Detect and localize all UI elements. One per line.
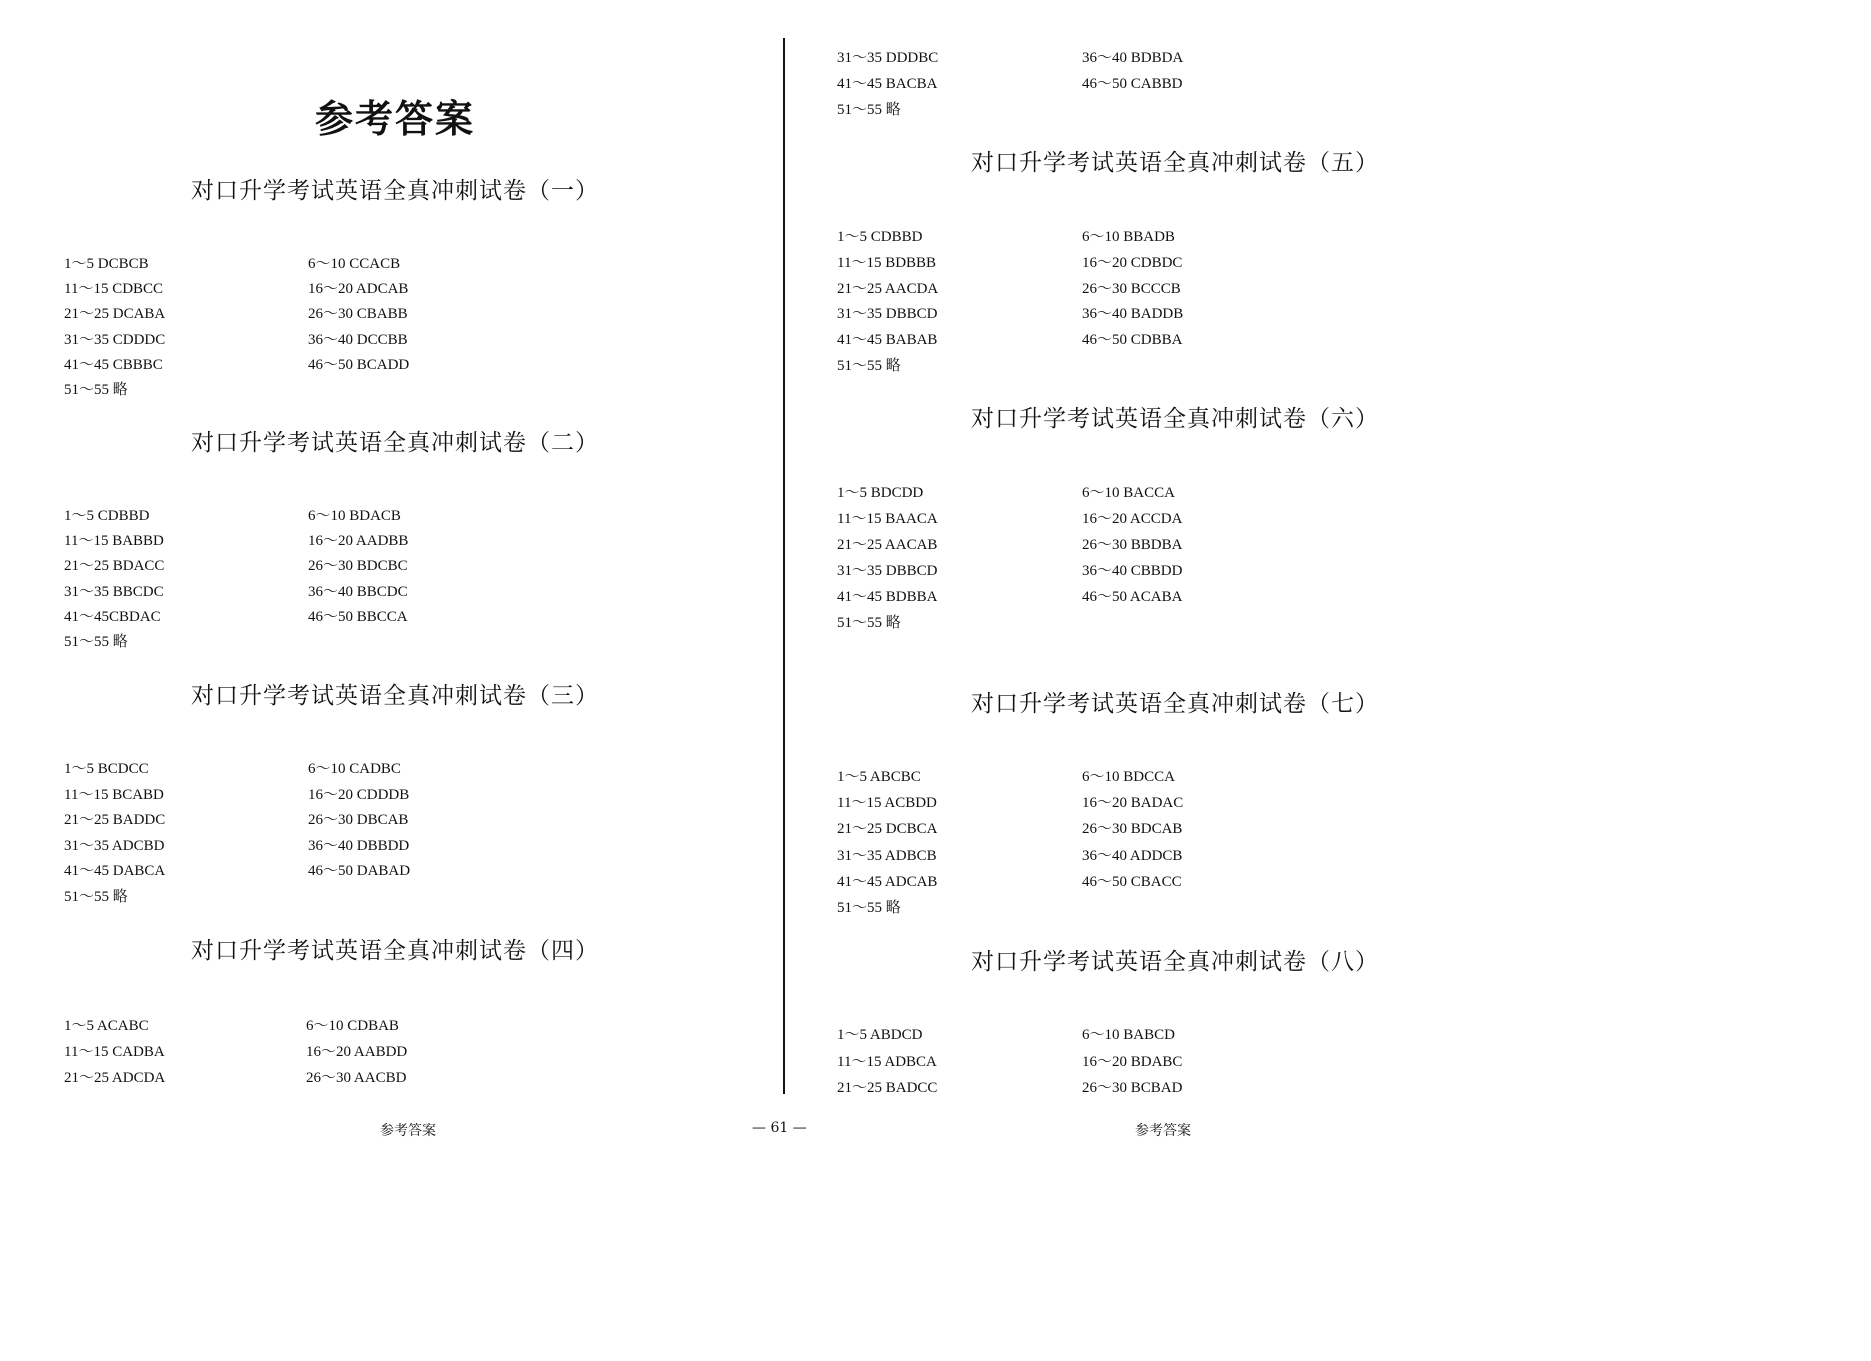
answer-entry: 21～25 BADDC — [64, 812, 166, 829]
answer-entry: 1～5 DCBCB — [64, 256, 149, 272]
answer-entry: 51～55 略 — [64, 382, 128, 398]
answer-entry: 46～50 BCADD — [308, 356, 410, 373]
answer-entry: 36～40 DCCBB — [308, 331, 408, 348]
answer-entry: 1～5 ABDCD — [837, 1027, 923, 1043]
answer-entry: 1～5 CDBBD — [837, 229, 923, 245]
answer-entry: 31～35 ADBCB — [837, 847, 937, 864]
answer-entry: 26～30 DBCAB — [308, 812, 409, 829]
answer-entry: 31～35 DBBCD — [837, 563, 938, 579]
section-title: 对口升学考试英语全真冲刺试卷（三） — [191, 683, 599, 709]
answer-entry: 11～15 ADBCA — [837, 1053, 937, 1070]
answer-entry: 51～55 略 — [837, 615, 901, 631]
answer-entry: 11～15 CADBA — [64, 1044, 165, 1060]
answer-entry: 26～30 BBDBA — [1082, 537, 1183, 553]
footer-right-label: 参考答案 — [1135, 1123, 1191, 1139]
answer-entry: 21～25 AACDA — [837, 280, 939, 297]
answer-entry: 26～30 BDCBC — [308, 558, 408, 575]
answer-entry: 46～50 CBACC — [1082, 873, 1182, 890]
answer-entry: 31～35 BBCDC — [64, 583, 164, 600]
answer-entry: 41～45 BABAB — [837, 332, 938, 349]
answer-entry: 16～20 ADCAB — [308, 281, 409, 298]
section-title: 对口升学考试英语全真冲刺试卷（四） — [191, 938, 599, 964]
answer-entry: 11～15 BABBD — [64, 533, 164, 550]
answer-entry: 21～25 DCABA — [64, 306, 166, 323]
answer-entry: 1～5 BCDCC — [64, 761, 149, 777]
answer-entry: 31～35 DDDBC — [837, 50, 939, 66]
answer-entry: 46～50 DABAD — [308, 863, 411, 880]
section-title: 对口升学考试英语全真冲刺试卷（二） — [191, 430, 599, 456]
page-number: — 61 — — [752, 1120, 807, 1136]
page-title: 参考答案 — [314, 97, 475, 141]
answer-entry: 6～10 CDBAB — [306, 1018, 399, 1034]
answer-entry: 16～20 CDBDC — [1082, 254, 1183, 271]
answer-entry: 11～15 BCABD — [64, 786, 164, 803]
section-title: 对口升学考试英语全真冲刺试卷（八） — [971, 949, 1379, 975]
answer-entry: 1～5 ACABC — [64, 1018, 149, 1034]
answer-entry: 6～10 CCACB — [308, 256, 401, 272]
answer-entry: 26～30 AACBD — [306, 1070, 407, 1086]
answer-entry: 51～55 略 — [837, 102, 901, 118]
answer-entry: 31～35 ADCBD — [64, 837, 165, 854]
answer-entry: 51～55 略 — [64, 889, 128, 905]
answer-entry: 1～5 ABCBC — [837, 769, 921, 785]
section-title: 对口升学考试英语全真冲刺试卷（一） — [191, 178, 599, 204]
answer-entry: 46～50 BBCCA — [308, 608, 408, 625]
answer-entry: 51～55 略 — [64, 634, 128, 650]
section-title: 对口升学考试英语全真冲刺试卷（六） — [971, 406, 1379, 432]
answer-entry: 31～35 CDDDC — [64, 331, 166, 348]
answer-entry: 16～20 BADAC — [1082, 795, 1184, 812]
section-title: 对口升学考试英语全真冲刺试卷（五） — [971, 150, 1379, 176]
answer-entry: 11～15 ACBDD — [837, 795, 937, 812]
answer-entry: 26～30 BDCAB — [1082, 821, 1183, 838]
answer-entry: 21～25 ADCDA — [64, 1070, 166, 1086]
answer-entry: 6～10 BACCA — [1082, 485, 1175, 501]
answer-entry: 1～5 CDBBD — [64, 508, 150, 524]
answer-entry: 41～45 BDBBA — [837, 589, 938, 605]
answer-entry: 41～45 BACBA — [837, 76, 938, 92]
answer-entry: 6～10 BDACB — [308, 508, 401, 524]
answer-entry: 36～40 BADDB — [1082, 306, 1184, 323]
answer-entry: 16～20 ACCDA — [1082, 511, 1183, 527]
answer-entry: 36～40 BBCDC — [308, 583, 408, 600]
answer-entry: 46～50 CDBBA — [1082, 332, 1183, 349]
answer-entry: 16～20 AADBB — [308, 533, 409, 550]
answer-entry: 6～10 CADBC — [308, 761, 401, 777]
left-page — [0, 0, 760, 1140]
answer-entry: 36～40 CBBDD — [1082, 563, 1183, 579]
answer-entry: 26～30 BCBAD — [1082, 1080, 1183, 1096]
answer-entry: 36～40 BDBDA — [1082, 50, 1184, 66]
answer-entry: 11～15 CDBCC — [64, 281, 164, 298]
answer-entry: 26～30 CBABB — [308, 306, 408, 323]
answer-entry: 51～55 略 — [837, 358, 901, 374]
answer-entry: 41～45 ADCAB — [837, 873, 938, 890]
answer-entry: 46～50 CABBD — [1082, 76, 1183, 92]
answer-entry: 36～40 ADDCB — [1082, 847, 1183, 864]
answer-entry: 46～50 ACABA — [1082, 589, 1183, 605]
answer-entry: 21～25 BADCC — [837, 1080, 938, 1096]
answer-entry: 41～45CBDAC — [64, 608, 161, 625]
answer-entry: 36～40 DBBDD — [308, 837, 410, 854]
section-title: 对口升学考试英语全真冲刺试卷（七） — [971, 691, 1379, 717]
page-divider — [783, 38, 785, 1094]
answer-entry: 1～5 BDCDD — [837, 485, 924, 501]
answer-entry: 31～35 DBBCD — [837, 306, 938, 323]
answer-entry: 51～55 略 — [837, 900, 901, 916]
answer-entry: 21～25 BDACC — [64, 558, 165, 575]
answer-entry: 16～20 CDDDB — [308, 786, 410, 803]
answer-entry: 6～10 BBADB — [1082, 229, 1175, 245]
answer-entry: 6～10 BDCCA — [1082, 769, 1175, 785]
answer-entry: 16～20 BDABC — [1082, 1053, 1183, 1070]
answer-entry: 16～20 AABDD — [306, 1044, 408, 1060]
answer-entry: 26～30 BCCCB — [1082, 280, 1181, 297]
answer-entry: 41～45 CBBBC — [64, 356, 163, 373]
answer-entry: 11～15 BAACA — [837, 511, 938, 527]
answer-entry: 21～25 DCBCA — [837, 821, 938, 838]
right-page — [790, 0, 1550, 1140]
footer-left-label: 参考答案 — [380, 1123, 436, 1139]
answer-entry: 11～15 BDBBB — [837, 254, 937, 271]
answer-entry: 41～45 DABCA — [64, 863, 166, 880]
answer-entry: 6～10 BABCD — [1082, 1027, 1175, 1043]
answer-entry: 21～25 AACAB — [837, 537, 938, 553]
